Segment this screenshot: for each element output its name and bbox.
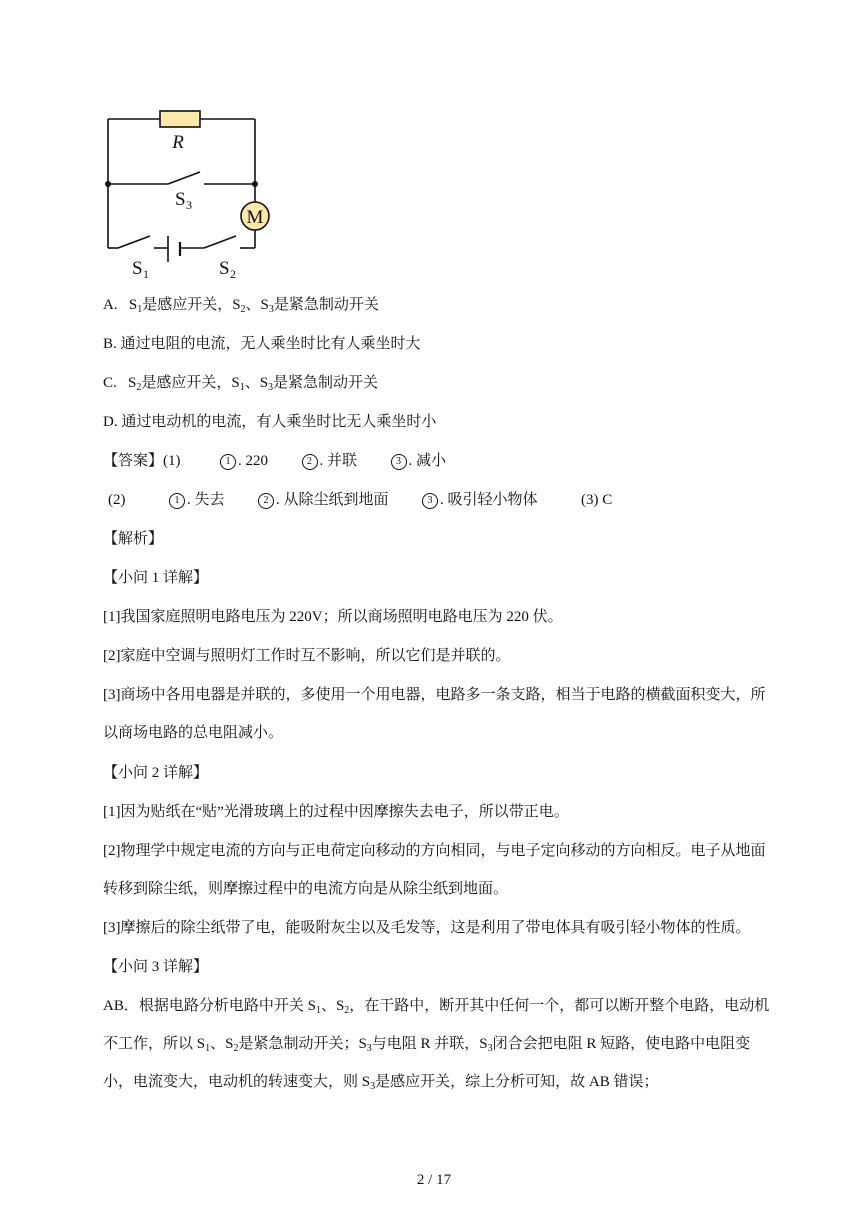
answer-line-1: 【答案】(1) 1 . 220 2 . 并联 3 . 减小 [103, 453, 447, 469]
junction-dot [105, 181, 111, 187]
resistor-label: R [172, 132, 184, 153]
section-2-line-3: [3]摩擦后的除尘纸带了电，能吸附灰尘以及毛发等，这是利用了带电体具有吸引轻小物体的性质。 [103, 920, 751, 936]
analysis-title: 【解析】 [103, 531, 164, 547]
junction-dot [252, 181, 258, 187]
section-3-paragraph: AB．根据电路分析电路中开关 $S_1$、$S_2$，在干路中，断开其中任何一个，都可以断开整个电路，电动机不工作，所以 $S_1$、$S_2$是紧急制动开关；$S_3$与电阻 R 并联，$S_3$闭合会把电阻 R 短路，使电路中电阻变小，电流变大，电动机的转速变大，则 $S_3$是感应开关，综上分析可知，故 AB 错误； [103, 998, 770, 1092]
answer-line-2: (2) 1 . 失去 2 . 从除尘纸到地面 3 . 吸引轻小物体 (3) C [108, 492, 613, 508]
resistor [160, 111, 200, 127]
section-2-title: 【小问 2 详解】 [103, 765, 209, 781]
section-1-line-3: [3]商场中各用电器是并联的，多使用一个用电器，电路多一条支路，相当于电路的横截面积变大，所以商场电路的总电阻减小。 [103, 687, 766, 741]
motor-label: M [246, 207, 264, 228]
section-1-line-1: [1]我国家庭照明电路电压为 220V；所以商场照明电路电压为 220 伏。 [103, 609, 563, 625]
section-2-line-1: [1]因为贴纸在“贴”光滑玻璃上的过程中因摩擦失去电子，所以带正电。 [103, 804, 569, 820]
answer-label: 【答案】(1) [103, 453, 181, 469]
switch-s2-blade [204, 236, 236, 248]
option-d: D. 通过电动机的电流，有人乘坐时比无人乘坐时小 [103, 414, 437, 430]
option-c: C. $S_2$是感应开关，$S_1$、$S_3$是紧急制动开关 [103, 375, 379, 393]
switch-s2-sub: 2 [230, 267, 236, 281]
switch-s1-blade [118, 236, 150, 248]
switch-s1-sub: 1 [143, 267, 149, 281]
switch-s2-label: S [219, 258, 230, 279]
switch-s3-label: S [175, 189, 186, 210]
page-number: 2 / 17 [416, 1172, 452, 1188]
option-a: A. $S_1$是感应开关，$S_2$、$S_3$是紧急制动开关 [103, 297, 379, 315]
switch-s3-blade [168, 172, 200, 184]
option-b: B. 通过电阻的电流，无人乘坐时比有人乘坐时大 [103, 336, 421, 352]
section-2-line-2: [2]物理学中规定电流的方向与正电荷定向移动的方向相同，与电子定向移动的方向相反。电子从地面转移到除尘纸，则摩擦过程中的电流方向是从除尘纸到地面。 [103, 843, 766, 897]
switch-s1-label: S [132, 258, 143, 279]
section-1-title: 【小问 1 详解】 [103, 570, 209, 586]
section-1-line-2: [2]家庭中空调与照明灯工作时互不影响，所以它们是并联的。 [103, 648, 511, 664]
switch-s3-sub: 3 [186, 198, 192, 212]
circuit-diagram [96, 100, 286, 286]
section-3-title: 【小问 3 详解】 [103, 959, 209, 975]
